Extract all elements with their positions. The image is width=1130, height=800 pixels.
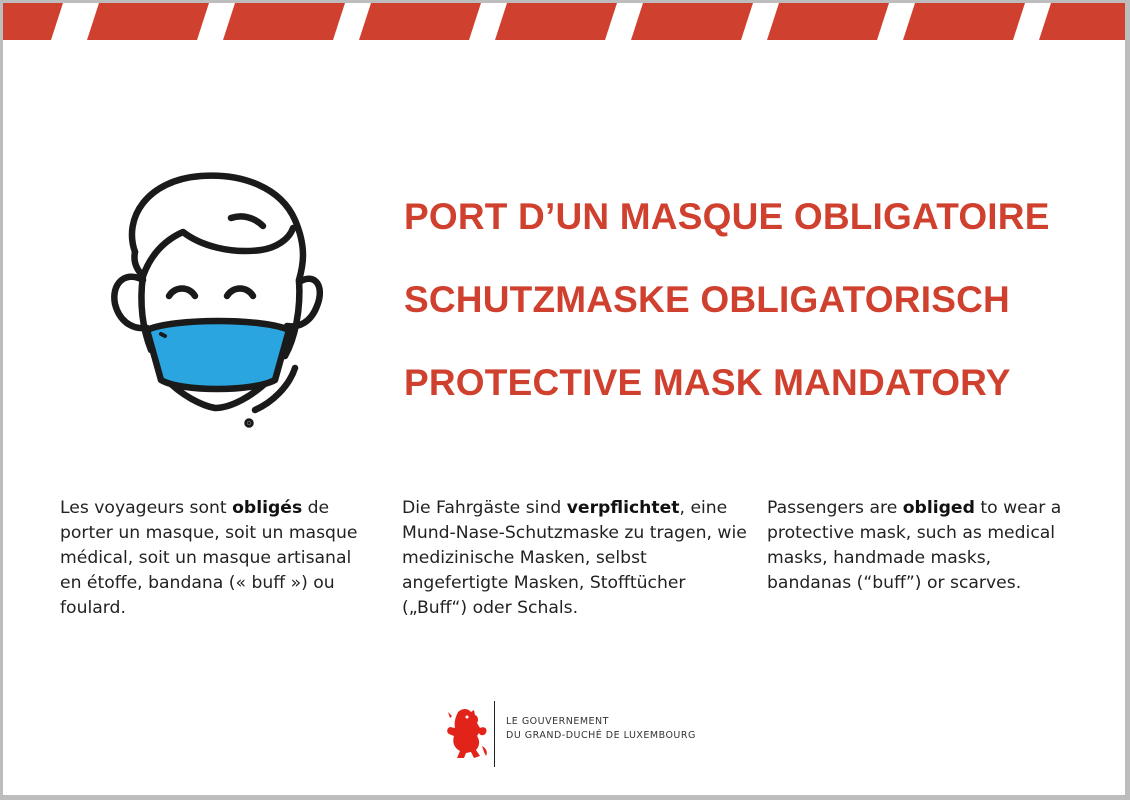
logo-divider [494,701,495,767]
text-french-emphasis: obligés [232,498,303,518]
text-german-emphasis: verpflichtet [566,498,680,518]
header-stripe-band [3,3,1125,40]
text-french-end: de porter un masque, soit un masque médical, soit un masque artisanal en étoffe, bandana (« buff ») ou foulard. [60,498,358,618]
red-lion-icon [444,706,490,760]
government-logo [444,701,704,769]
text-french-start: Les voyageurs sont [60,498,233,518]
text-english-end: to wear a protective mask, such as medical masks, handmade masks, bandanas (“buff”) or scarves. [767,498,1062,593]
text-german-end: , eine Mund-Nase-Schutzmaske zu tragen, wie medizinische Masken, selbst angefertigte Masken, Stofftücher („Buff“) oder Schals. [402,498,747,618]
text-english-emphasis: obliged [902,498,975,518]
title-english: PROTECTIVE MASK MANDATORY [404,362,1011,403]
face-with-mask-icon [103,170,323,432]
text-german [402,496,747,621]
logo-line-1: LE GOUVERNEMENT [506,716,609,727]
notice-sheet [3,3,1125,795]
title-french: PORT D’UN MASQUE OBLIGATOIRE [404,196,1050,237]
title-block [404,189,1104,438]
text-english-start: Passengers are [767,498,903,518]
text-french [60,496,378,621]
logo-text [506,715,696,743]
text-german-start: Die Fahrgäste sind [402,498,567,518]
logo-line-2: DU GRAND-DUCHÉ DE LUXEMBOURG [506,730,696,741]
title-german: SCHUTZMASKE OBLIGATORISCH [404,279,1010,320]
text-english [767,496,1072,596]
